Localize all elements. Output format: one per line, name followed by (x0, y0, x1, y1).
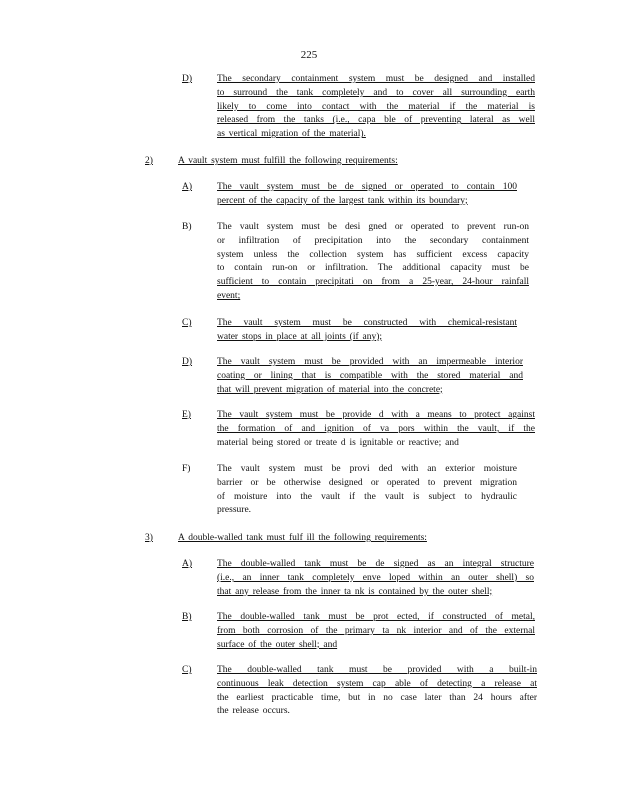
text-line: The vault system must be de signed or operated to contain 100 (217, 182, 517, 192)
text-line: the release occurs. (217, 706, 290, 717)
item-label: D) (182, 357, 193, 367)
item-text (217, 317, 517, 345)
text-line: coating or lining that is compatible with the stored material and (217, 370, 523, 381)
text-line: A double-walled tank must fulf ill the following requirements: (178, 533, 427, 543)
item-label: C) (182, 318, 192, 328)
text-line: The double-walled tank must be provided with a built-in (217, 665, 537, 675)
text-line: The vault system must be provided with an impermeable interior (217, 357, 523, 367)
item-label: B) (182, 222, 192, 232)
item-label: F) (182, 464, 191, 474)
text-line: event; (217, 290, 241, 301)
item-text (217, 356, 523, 397)
text-line: to contain run-on or infiltration. The additional capacity must be (217, 263, 529, 274)
text-line: the formation of and ignition of va pors within the vault, if the (217, 423, 535, 434)
text-line: as vertical migration of the material). (217, 129, 366, 140)
item-text (178, 532, 478, 546)
text-line: released from the tanks (i.e., capa ble of preventing lateral as well (217, 115, 535, 126)
text-line: likely to come into contact with the material if the material is (217, 101, 535, 112)
text-line: A vault system must fulfill the following requirements: (178, 156, 398, 166)
item-text (217, 463, 517, 518)
text-line: The vault system must be desi gned or operated to prevent run-on (217, 222, 529, 232)
item-text (217, 558, 534, 599)
text-line: sufficient to contain precipitati on from a 25-year, 24-hour rainfall (217, 277, 529, 288)
text-line: material being stored or treate d is ignitable or reactive; and (217, 437, 459, 448)
item-text (217, 181, 517, 209)
text-line: percent of the capacity of the largest tank within its boundary; (217, 195, 468, 206)
item-text (217, 221, 529, 304)
text-line: The vault system must be constructed with chemical-resistant (217, 318, 517, 328)
text-line: that will prevent migration of material into the concrete; (217, 384, 443, 395)
item-label: 2) (145, 156, 153, 166)
item-label: B) (182, 612, 192, 622)
item-label: D) (182, 74, 193, 84)
text-line: system unless the collection system has sufficient excess capacity (217, 249, 529, 260)
item-text (178, 155, 448, 169)
text-line: (i.e., an inner tank completely enve loped within an outer shell) so (217, 572, 534, 583)
text-line: The vault system must be provide d with a means to protect against (217, 410, 535, 420)
text-line: the earliest practicable time, but in no case later than 24 hours after (217, 692, 537, 703)
text-line: barrier or be otherwise designed or operated to prevent migration (217, 477, 517, 488)
text-line: The secondary containment system must be designed and installed (217, 74, 535, 84)
text-line: The vault system must be provi ded with an exterior moisture (217, 464, 517, 474)
item-text (217, 73, 535, 142)
text-line: surface of the outer shell; and (217, 639, 338, 650)
text-line: from both corrosion of the primary ta nk interior and of the external (217, 625, 535, 636)
item-text (217, 611, 535, 652)
text-line: or infiltration of precipitation into the secondary containment (217, 235, 529, 246)
text-line: of moisture into the vault if the vault is subject to hydraulic (217, 491, 517, 502)
item-label: A) (182, 559, 193, 569)
text-line: pressure. (217, 505, 252, 516)
item-label: A) (182, 182, 193, 192)
item-label: C) (182, 665, 192, 675)
item-text (217, 409, 535, 450)
text-line: continuous leak detection system cap able of detecting a release at (217, 678, 537, 689)
text-line: to surround the tank completely and to cover all surrounding earth (217, 87, 535, 98)
text-line: The double-walled tank must be de signed as an integral structure (217, 559, 534, 569)
page-number: 225 (300, 49, 318, 61)
text-line: water stops in place at all joints (if any); (217, 331, 383, 342)
text-line: The double-walled tank must be prot ected, if constructed of metal, (217, 612, 535, 622)
item-label: E) (182, 410, 191, 420)
item-label: 3) (145, 533, 153, 543)
item-text (217, 664, 537, 719)
text-line: that any release from the inner ta nk is contained by the outer shell; (217, 586, 493, 597)
